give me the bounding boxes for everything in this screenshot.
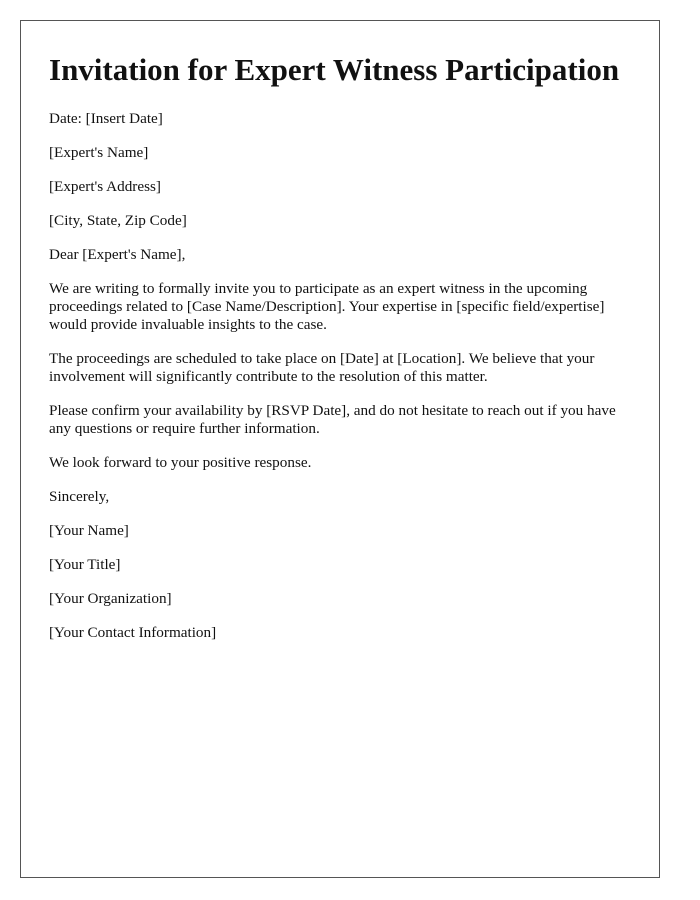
sender-contact: [Your Contact Information] [49, 624, 217, 641]
body-paragraph-rsvp: Please confirm your availability by [RSVP Date], and do not hesitate to reach out if you have any questions or require further information. [49, 402, 616, 437]
salutation: Dear [Expert's Name], [49, 246, 186, 263]
sender-title: [Your Title] [49, 556, 121, 573]
sender-organization: [Your Organization] [49, 590, 172, 607]
recipient-address: [Expert's Address] [49, 178, 161, 195]
sender-name: [Your Name] [49, 522, 129, 539]
letter-page [20, 20, 660, 878]
closing: Sincerely, [49, 488, 110, 505]
letter-title: Invitation for Expert Witness Participation [49, 52, 620, 87]
body-paragraph-closing: We look forward to your positive response. [49, 454, 312, 471]
recipient-city: [City, State, Zip Code] [49, 212, 187, 229]
date-line: Date: [Insert Date] [49, 110, 163, 127]
body-paragraph-schedule: The proceedings are scheduled to take place on [Date] at [Location]. We believe that your involvement will significantly contribute to the resolution of this matter. [49, 350, 595, 385]
recipient-name: [Expert's Name] [49, 144, 149, 161]
body-paragraph-invitation: We are writing to formally invite you to participate as an expert witness in the upcoming proceedings related to [Case Name/Description]. Your expertise in [specific field/expertise] would provide invaluable insights to the case. [49, 280, 605, 333]
